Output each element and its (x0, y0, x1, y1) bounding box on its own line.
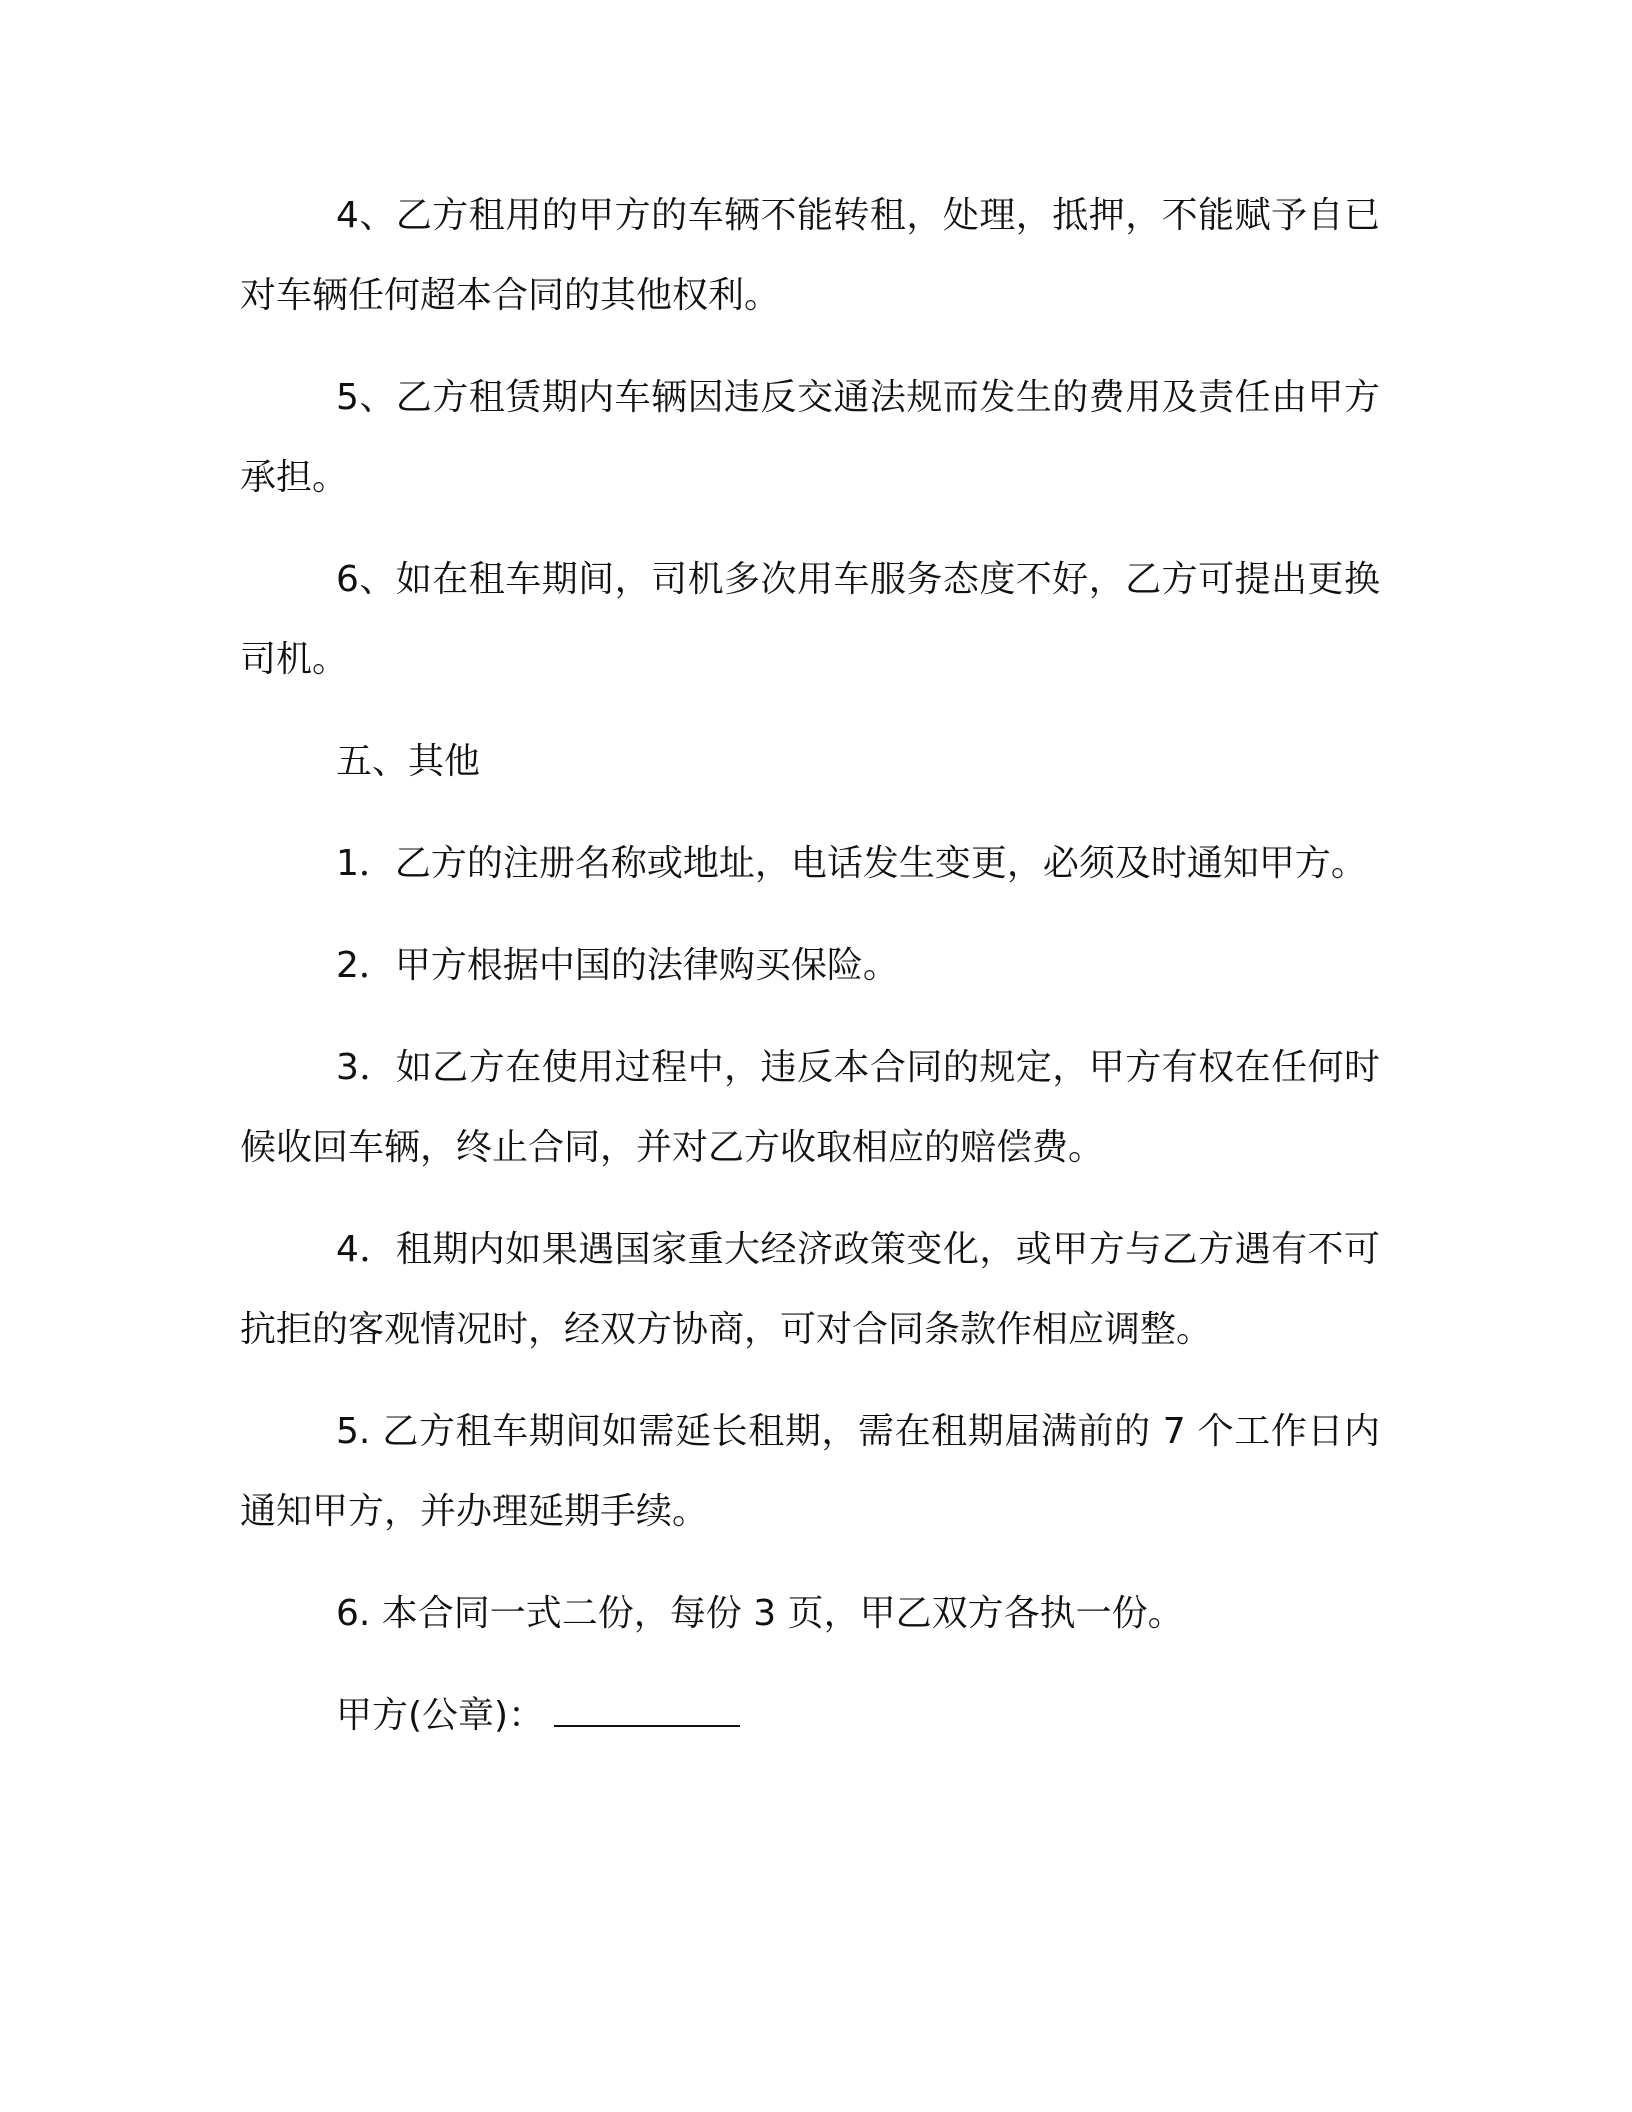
other-item-5: 5. 乙方租车期间如需延长租期，需在租期届满前的 7 个工作日内通知甲方，并办理延期手续。 (240, 1411, 1380, 1532)
clause-6: 6、如在租车期间，司机多次用车服务态度不好，乙方可提出更换司机。 (240, 559, 1380, 680)
signature-label: 甲方(公章)： (336, 1695, 545, 1736)
other-item-2: 2．甲方根据中国的法律购买保险。 (336, 945, 899, 986)
document-body (240, 176, 1380, 1756)
clause-4: 4、乙方租用的甲方的车辆不能转租，处理，抵押，不能赋予自已对车辆任何超本合同的其他权利。 (240, 195, 1380, 316)
signature-blank (554, 1689, 740, 1727)
section-heading-other: 五、其他 (336, 741, 481, 782)
other-item-6: 6. 本合同一式二份，每份 3 页，甲乙双方各执一份。 (336, 1593, 1184, 1634)
other-item-4: 4．租期内如果遇国家重大经济政策变化，或甲方与乙方遇有不可抗拒的客观情况时，经双方协商，可对合同条款作相应调整。 (240, 1229, 1380, 1350)
other-item-1: 1．乙方的注册名称或地址，电话发生变更，必须及时通知甲方。 (336, 843, 1367, 884)
signature-line (240, 1676, 1380, 1756)
other-item-3: 3．如乙方在使用过程中，违反本合同的规定，甲方有权在任何时候收回车辆，终止合同，并对乙方收取相应的赔偿费。 (240, 1047, 1380, 1168)
clause-5: 5、乙方租赁期内车辆因违反交通法规而发生的费用及责任由甲方承担。 (240, 377, 1380, 498)
